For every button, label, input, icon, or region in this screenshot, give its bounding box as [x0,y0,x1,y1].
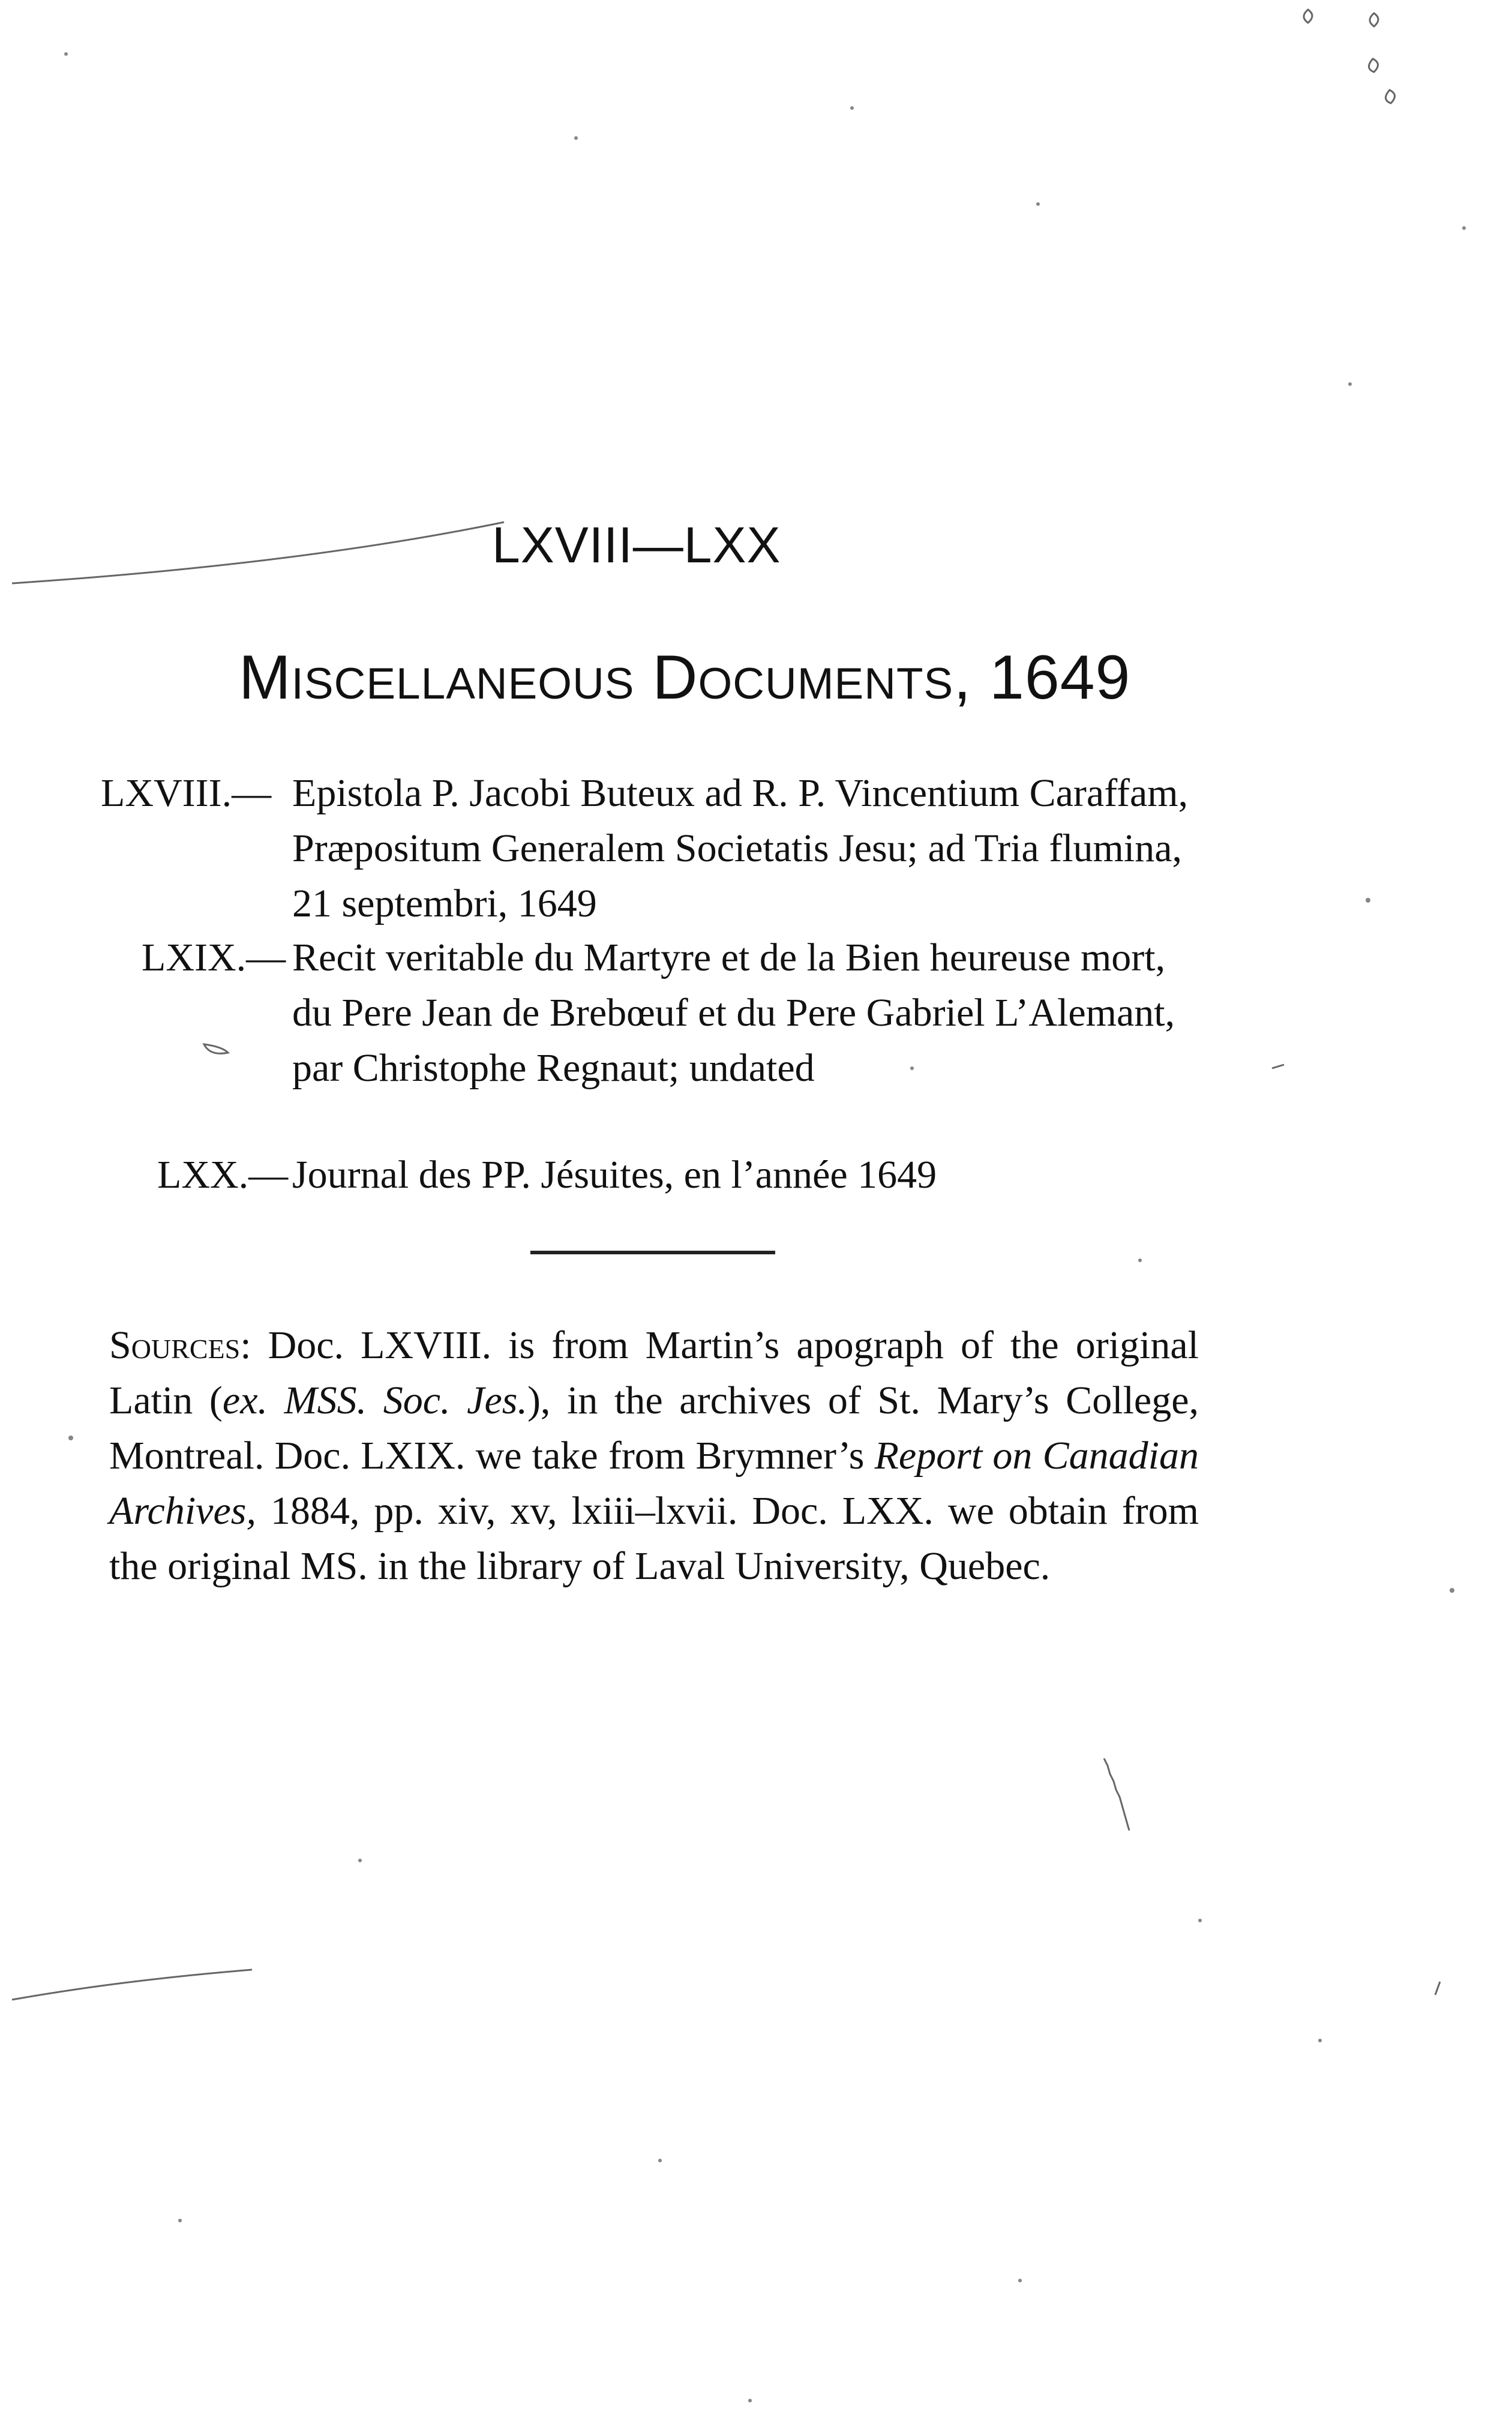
entry-number: LXIX.— [142,936,286,979]
entry-number: LXVIII.— [101,771,272,815]
sources-text: 1884, pp. xiv, xv, lxiii–lxvii. Doc. LXX. we obtain from the original MS. in the library of Laval University, Quebec. [109,1489,1199,1588]
entry-title: Recit veritable du Martyre et de la Bien heureuse mort, du Pere Jean de Brebœuf et du Pere Gabriel L’Alemant, par Christophe Regnaut; undated [292,936,1175,1090]
sources-text: ), in the archives of St. Mary’s College, Montreal. Doc. LXIX. we take from Brymner’s [109,1379,1199,1478]
section-divider [530,1251,775,1254]
sources-paragraph [109,1318,1199,1594]
entry-number: LXX.— [157,1153,289,1197]
sources-label: Sources: [109,1323,251,1367]
sources-text: Doc. LXVIII. is from Martin’s apograph of the original Latin ( [109,1323,1199,1422]
section-heading: LXVIII—LXX [492,517,781,573]
sources-report-title: Report on Canadian Archives, [109,1434,1199,1533]
section-subheading: Miscellaneous Documents, 1649 [239,643,1131,712]
entry-title: Journal des PP. Jésuites, en l’année 1649 [292,1153,937,1197]
entry-title: Epistola P. Jacobi Buteux ad R. P. Vincentium Caraffam, Præpositum Generalem Societatis Jesu; ad Tria flumina, 21 septembri, 1649 [292,771,1189,925]
sources-manuscript-citation: ex. MSS. Soc. Jes. [222,1379,527,1422]
